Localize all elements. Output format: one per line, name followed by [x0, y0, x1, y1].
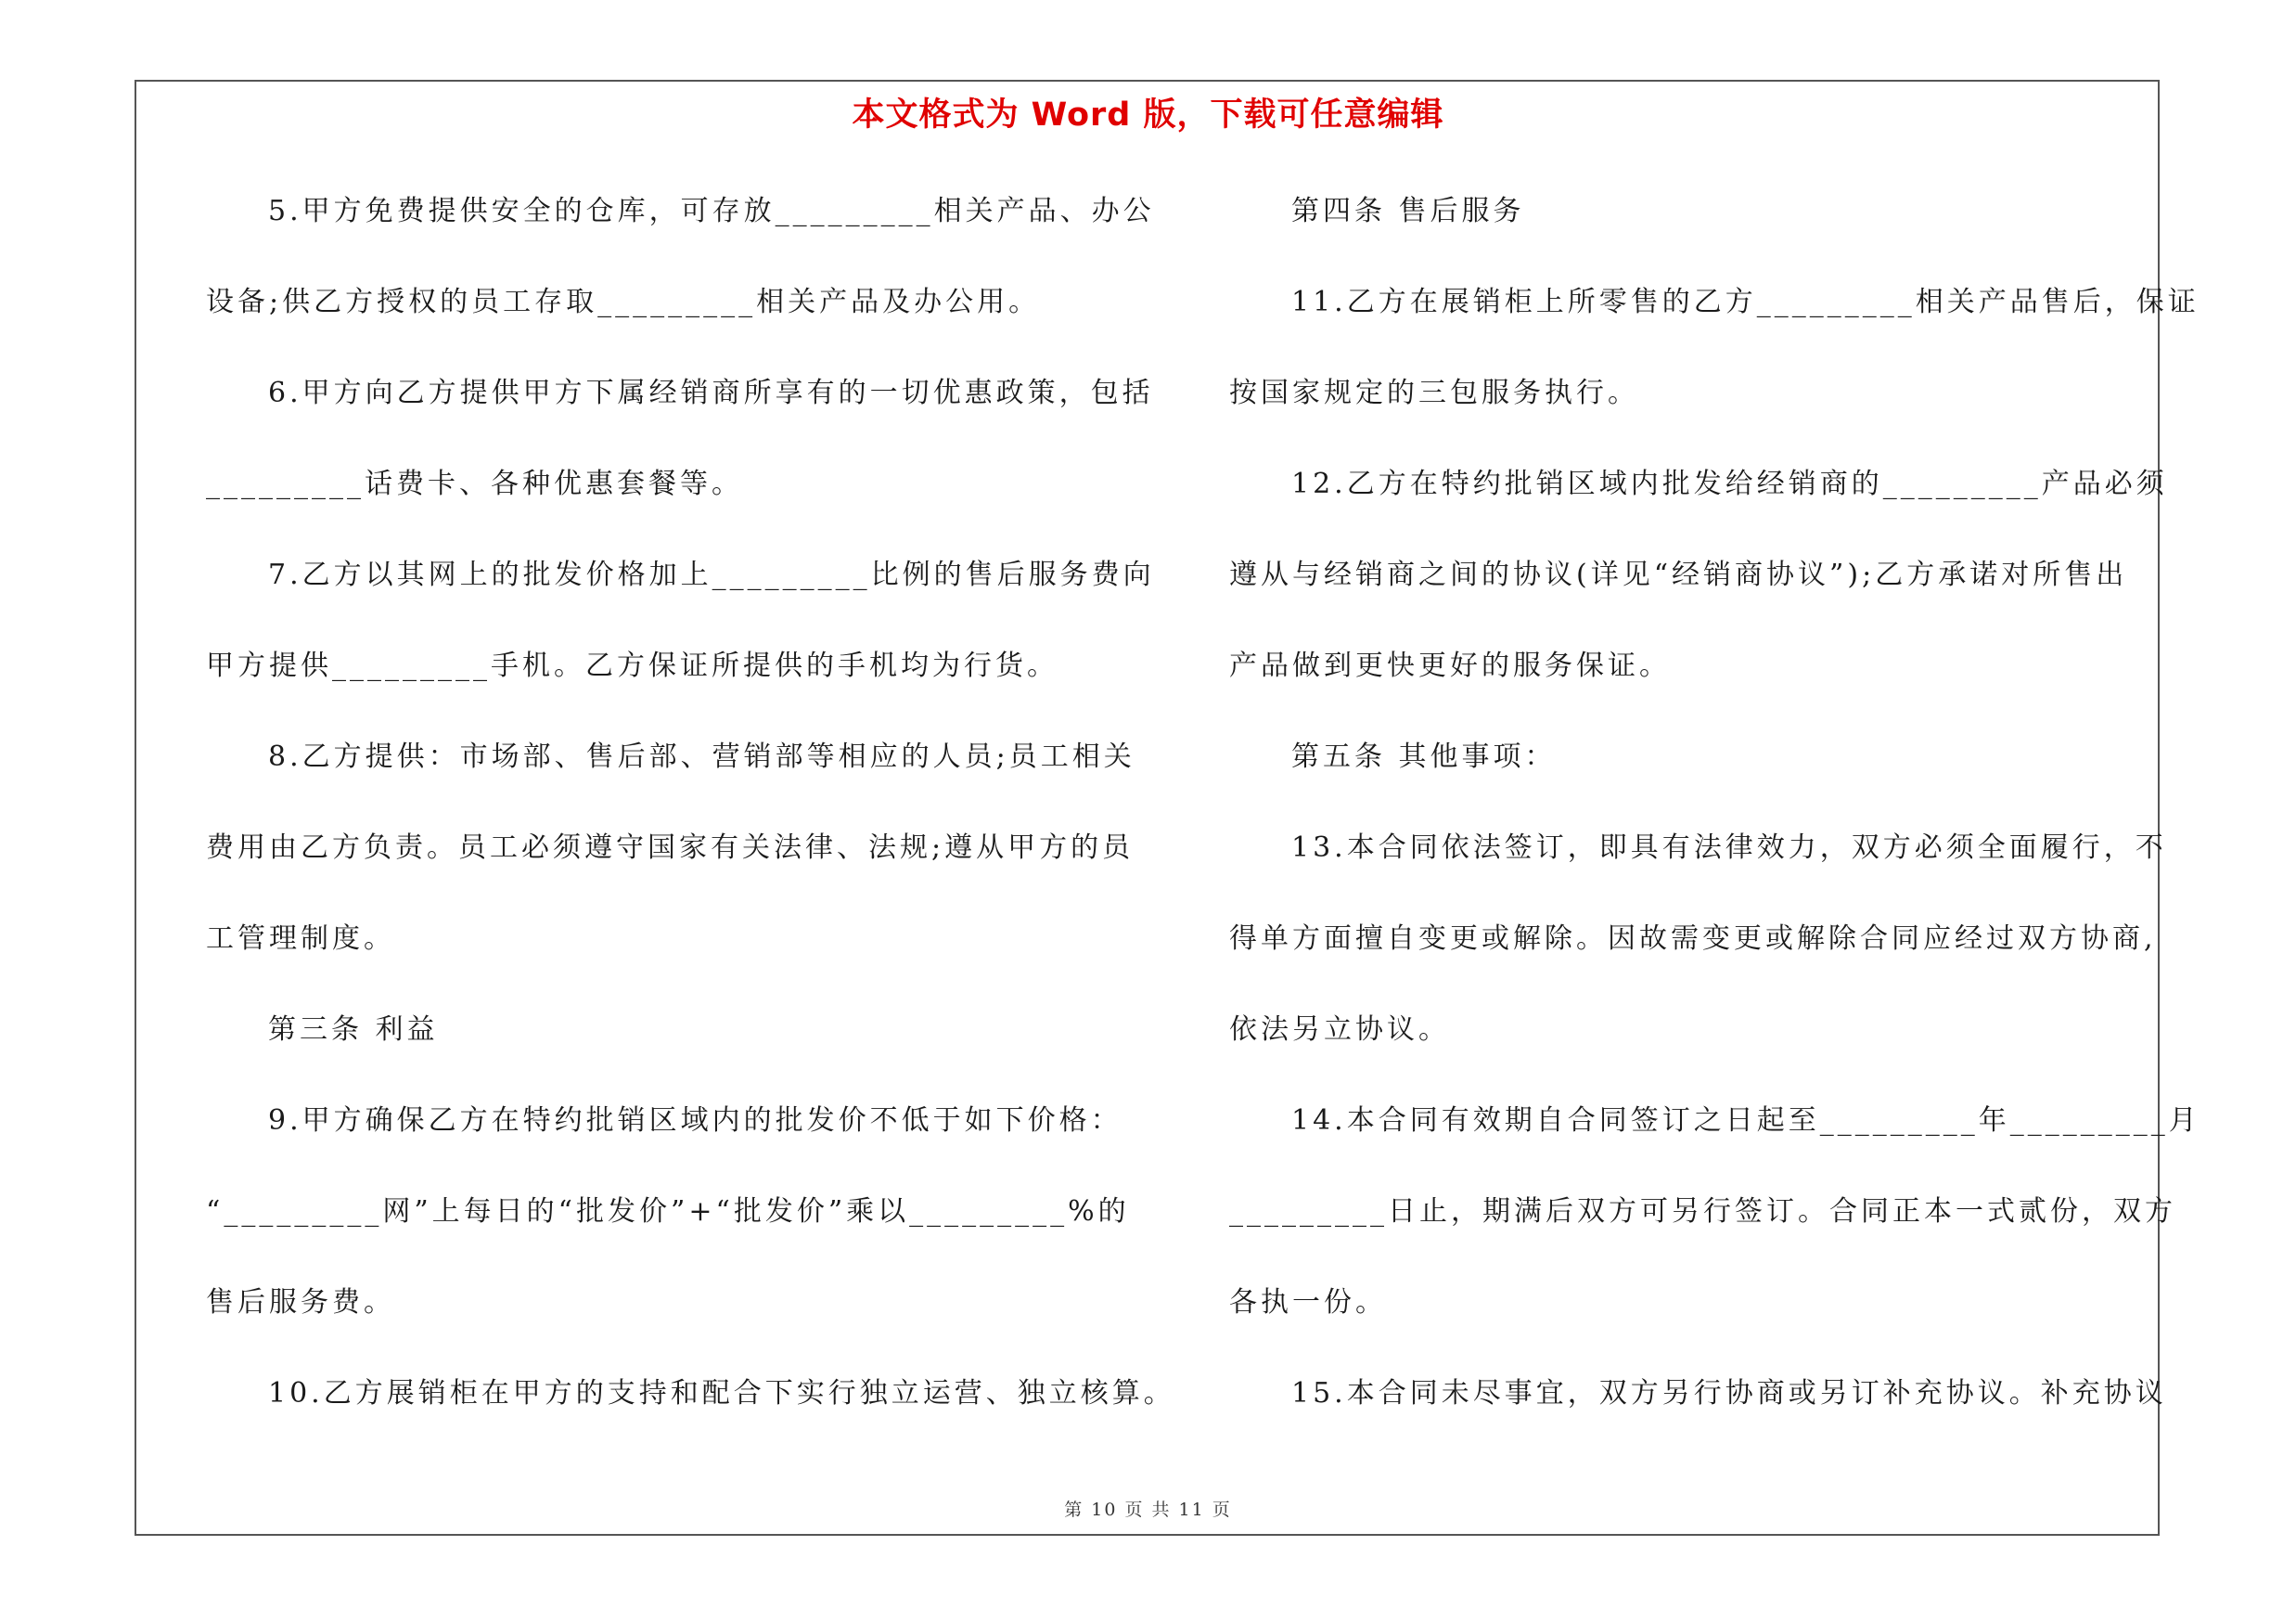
right-column: [1229, 184, 2200, 1457]
text-line: 第五条 其他事项：: [1291, 741, 1557, 773]
text-line: 按国家规定的三包服务执行。: [1229, 377, 1639, 409]
text-line: 5.甲方免费提供安全的仓库，可存放_________相关产品、办公: [268, 195, 1155, 227]
text-line: 8.乙方提供：市场部、售后部、营销部等相应的人员;员工相关: [268, 741, 1135, 773]
text-line: 各执一份。: [1229, 1286, 1387, 1319]
text-line: _________日止，期满后双方可另行签订。合同正本一式贰份，双方: [1229, 1195, 2176, 1228]
format-banner: 本文格式为 Word 版，下载可任意编辑: [852, 97, 1444, 134]
text-line: 遵从与经销商之间的协议(详见“经销商协议”);乙方承诺对所售出: [1229, 559, 2128, 591]
text-line: 甲方提供_________手机。乙方保证所提供的手机均为行货。: [206, 650, 1058, 682]
text-line: 得单方面擅自变更或解除。因故需变更或解除合同应经过双方协商,: [1229, 922, 2157, 955]
text-line: 售后服务费。: [206, 1286, 395, 1319]
text-line: 费用由乙方负责。员工必须遵守国家有关法律、法规;遵从甲方的员: [206, 831, 1135, 864]
text-line: 7.乙方以其网上的批发价格加上_________比例的售后服务费向: [268, 559, 1155, 591]
text-line: 11.乙方在展销柜上所零售的乙方_________相关产品售后，保证: [1291, 286, 2200, 318]
left-column: [206, 184, 1175, 1457]
text-line: 15.本合同未尽事宜，双方另行协商或另订补充协议。补充协议: [1291, 1377, 2167, 1410]
text-line: 9.甲方确保乙方在特约批销区域内的批发价不低于如下价格：: [268, 1104, 1122, 1137]
text-line: “_________网”上每日的“批发价”+“批发价”乘以_________%的: [206, 1195, 1130, 1228]
text-line: 12.乙方在特约批销区域内批发给经销商的_________产品必须: [1291, 468, 2168, 500]
text-line: _________话费卡、各种优惠套餐等。: [206, 468, 743, 500]
text-line: 13.本合同依法签订，即具有法律效力，双方必须全面履行，不: [1291, 831, 2167, 864]
text-line: 第三条 利益: [268, 1013, 439, 1046]
text-line: 工管理制度。: [206, 922, 395, 955]
text-line: 设备;供乙方授权的员工存取_________相关产品及办公用。: [206, 286, 1041, 318]
text-line: 6.甲方向乙方提供甲方下属经销商所享有的一切优惠政策，包括: [268, 377, 1154, 409]
text-line: 第四条 售后服务: [1291, 195, 1525, 227]
page-number: 第 10 页 共 11 页: [1064, 1500, 1232, 1520]
text-line: 产品做到更快更好的服务保证。: [1229, 650, 1671, 682]
text-line: 14.本合同有效期自合同签订之日起至_________年_________月: [1291, 1104, 2200, 1137]
text-line: 10.乙方展销柜在甲方的支持和配合下实行独立运营、独立核算。: [268, 1377, 1175, 1410]
text-line: 依法另立协议。: [1229, 1013, 1450, 1046]
